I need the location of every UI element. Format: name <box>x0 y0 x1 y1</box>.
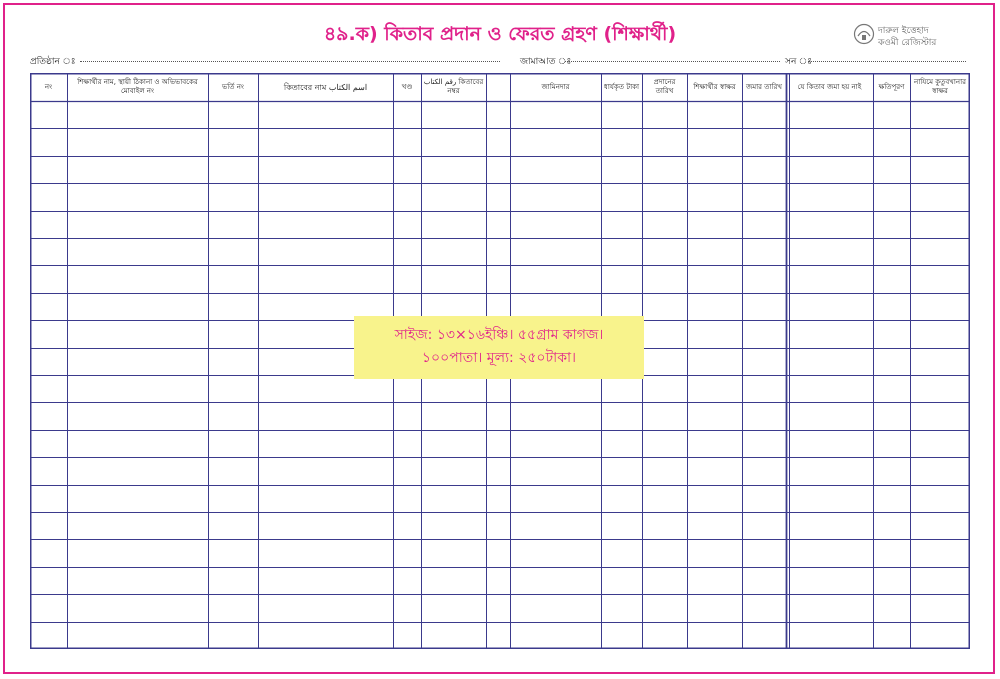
column-header: প্রদানের তারিখ <box>653 78 676 95</box>
column-header: খণ্ড <box>401 82 413 91</box>
badge-line-size: সাইজ: ১৩×১৬ইঞ্চি। ৫৫গ্রাম কাগজ। <box>394 327 604 343</box>
column-header: ধার্যকৃত টাকা <box>603 82 640 91</box>
column-header: নং <box>44 82 53 91</box>
column-header: শিক্ষার্থীর স্বাক্ষর <box>693 82 736 91</box>
class-line <box>565 61 780 62</box>
column-header: যে কিতাব জমা হয় নাই <box>797 82 862 91</box>
column-header <box>488 73 508 101</box>
brand-logo <box>853 22 965 48</box>
badge-line-price: ১০০পাতা। মূল্য: ২৫০টাকা। <box>421 350 577 366</box>
column-header: رقم الكتاب কিতাবের নম্বর <box>423 78 484 95</box>
brand-name-line2: কওমী রেজিস্টার <box>878 38 937 48</box>
column-header: জমার তারিখ <box>746 82 782 91</box>
column-header: নাযিমে কুতুবখানার স্বাক্ষর <box>914 78 966 95</box>
column-header: কিতাবের নাম اسم الكتاب <box>283 82 368 92</box>
institution-line <box>80 61 500 62</box>
price-badge <box>354 316 644 379</box>
year-line <box>808 61 966 62</box>
year-label: সন ঃ <box>785 57 813 67</box>
institution-label: প্রতিষ্ঠান ঃ <box>30 57 76 67</box>
page-title: ৪৯.ক) কিতাব প্রদান ও ফেরত গ্রহণ (শিক্ষার্থী) <box>323 23 677 45</box>
column-header: শিক্ষার্থীর নাম, স্থায়ী ঠিকানা ও অভিভাবকের মোবাইল নং <box>77 78 198 95</box>
column-header: ক্ষতিপূরণ <box>878 82 905 91</box>
column-header: ভর্তি নং <box>222 82 244 91</box>
brand-seal-icon <box>853 23 875 45</box>
brand-name-line1: দারুল ইত্তেহাদ <box>878 26 929 36</box>
column-header: জামিনদার <box>541 82 570 91</box>
class-label: জামাআত ঃ <box>520 57 572 67</box>
